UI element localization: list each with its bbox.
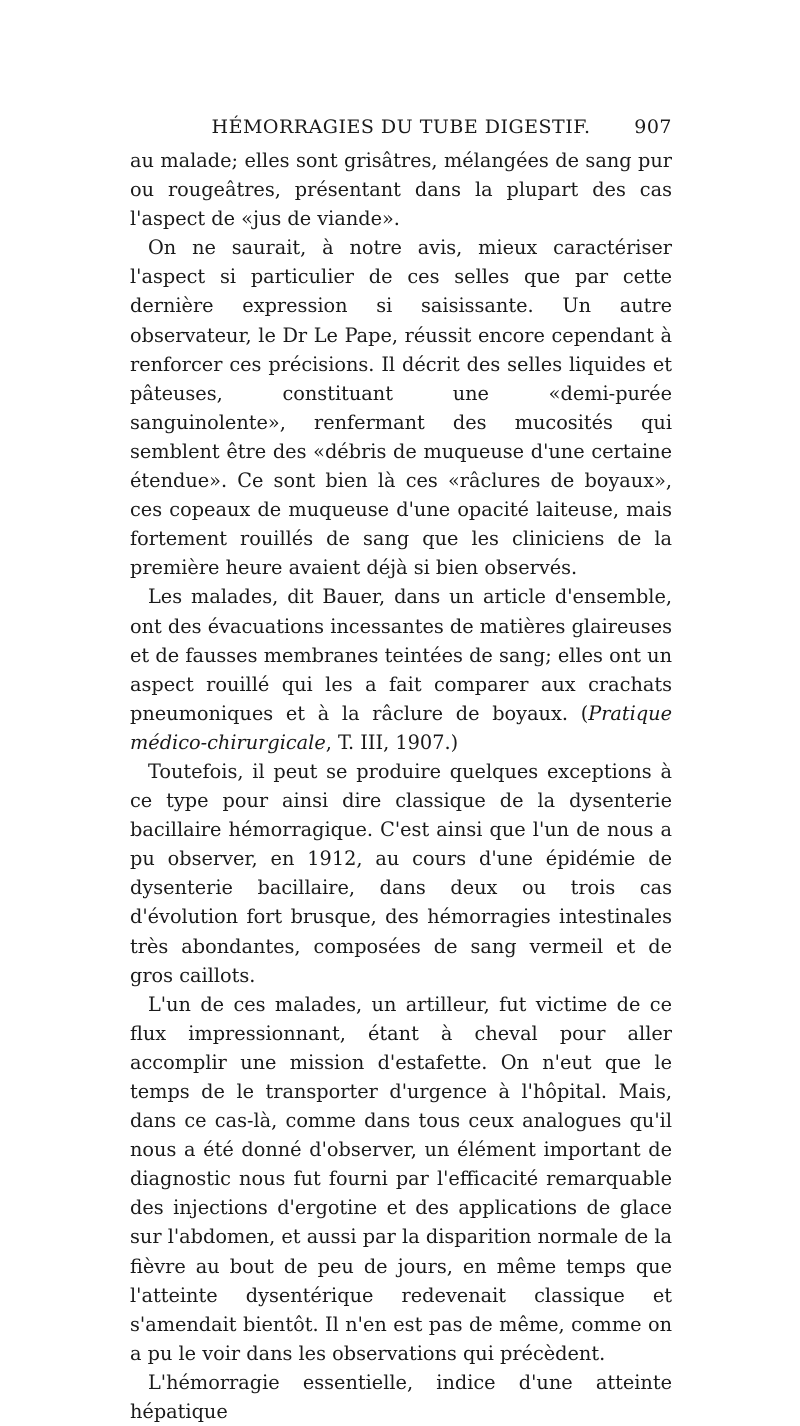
page-number: 907 xyxy=(634,116,672,138)
page-header xyxy=(130,112,672,146)
reference-volume: , T. III, 1907.) xyxy=(325,730,459,754)
paragraph: Toutefois, il peut se produire quelques exceptions à ce type pour ainsi dire classique de la dysenterie bacillaire hémorragique. C'est ainsi que l'un de nous a pu observer, en 1912, au cours d'une épidémie de dysenterie bacillaire, dans deux ou trois cas d'évolution fort brusque, des hémorragies intestinales très abondantes, composées de sang vermeil et de gros caillots. xyxy=(130,759,672,987)
reference-title: Pratique médico-chirurgicale xyxy=(130,701,672,754)
body-text xyxy=(130,146,672,1426)
running-title: HÉMORRAGIES DU TUBE DIGESTIF. xyxy=(211,116,591,138)
paragraph-with-reference xyxy=(130,582,672,757)
paragraph-text: Les malades, dit Bauer, dans un article d'ensemble, ont des évacuations incessantes de matières glaireuses et de fausses membranes teintées de sang; elles ont un aspect rouillé qui les a fait comparer aux crachats pneumoniques et à la râclure de boyaux. ( xyxy=(130,585,672,725)
paragraph-continuation: au malade; elles sont grisâtres, mélangées de sang pur ou rougeâtres, présentant dans la plupart des cas l'aspect de «jus de viande». xyxy=(130,149,672,231)
paragraph-truncated: L'hémorragie essentielle, indice d'une atteinte hépatique xyxy=(130,1370,672,1424)
book-page xyxy=(130,112,672,1426)
paragraph: L'un de ces malades, un artilleur, fut victime de ce flux impressionnant, étant à cheval pour aller accomplir une mission d'estafette. On n'eut que le temps de le transporter d'urgence à l'hôpital. Mais, dans ce cas-là, comme dans tous ceux analogues qu'il nous a été donné d'observer, un élément important de diagnostic nous fut fourni par l'efficacité remarquable des injections d'ergotine et des applications de glace sur l'abdomen, et aussi par la disparition normale de la fièvre au bout de peu de jours, en même temps que l'atteinte dysentérique redevenait classique et s'amendait bientôt. Il n'en est pas de même, comme on a pu le voir dans les observations qui précèdent. xyxy=(130,992,672,1365)
paragraph: On ne saurait, à notre avis, mieux caractériser l'aspect si particulier de ces selles que par cette dernière expression si saisissante. Un autre observateur, le Dr Le Pape, réussit encore cependant à renforcer ces précisions. Il décrit des selles liquides et pâteuses, constituant une «demi-purée sanguinolente», renfermant des mucosités qui semblent être des «débris de muqueuse d'une certaine étendue». Ce sont bien là ces «râclures de boyaux», ces copeaux de muqueuse d'une opacité laiteuse, mais fortement rouillés de sang que les cliniciens de la première heure avaient déjà si bien observés. xyxy=(130,236,672,580)
